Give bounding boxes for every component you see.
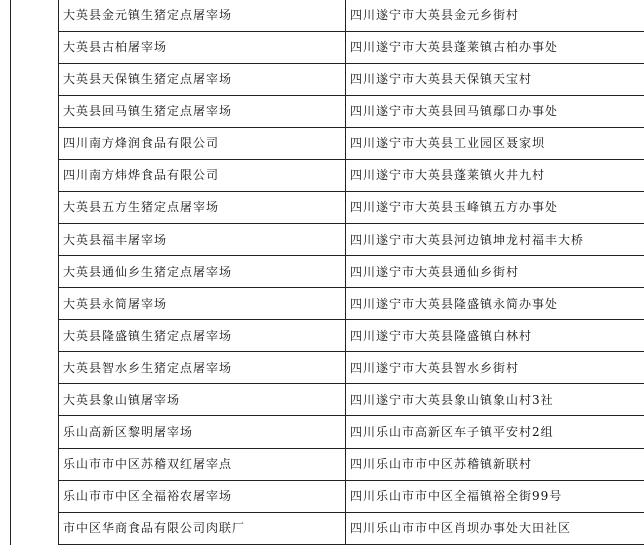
facility-name-cell: 大英县智水乡生猪定点屠宰场 xyxy=(59,352,346,384)
facility-address-cell: 四川遂宁市大英县天保镇天宝村 xyxy=(346,63,644,95)
facility-address-cell: 四川遂宁市大英县隆盛镇白林村 xyxy=(346,320,644,352)
table-row xyxy=(11,512,644,544)
facility-address-cell: 四川遂宁市大英县回马镇鄢口办事处 xyxy=(346,95,644,127)
facility-name-cell: 四川南方烽润食品有限公司 xyxy=(59,127,346,159)
table-row xyxy=(11,63,644,95)
facility-address-cell: 四川乐山市高新区车子镇平安村2组 xyxy=(346,416,644,448)
table-row xyxy=(11,191,644,223)
table-row xyxy=(11,384,644,416)
facility-name-cell: 大英县金元镇生猪定点屠宰场 xyxy=(59,0,346,31)
table-row xyxy=(11,0,644,31)
table-row xyxy=(11,416,644,448)
facility-name-cell: 乐山市市中区苏稽双红屠宰点 xyxy=(59,448,346,480)
facility-address-cell: 四川乐山市市中区苏稽镇新联村 xyxy=(346,448,644,480)
facility-address-cell: 四川遂宁市大英县金元乡街村 xyxy=(346,0,644,31)
facility-address-cell: 四川遂宁市大英县蓬莱镇古柏办事处 xyxy=(346,31,644,63)
facility-address-cell: 四川遂宁市大英县隆盛镇永简办事处 xyxy=(346,288,644,320)
table-row xyxy=(11,31,644,63)
table-row xyxy=(11,256,644,288)
facility-name-cell: 大英县永简屠宰场 xyxy=(59,288,346,320)
table-row xyxy=(11,448,644,480)
facility-name-cell: 大英县象山镇屠宰场 xyxy=(59,384,346,416)
facility-address-cell: 四川遂宁市大英县工业园区聂家坝 xyxy=(346,127,644,159)
facility-name-cell: 大英县天保镇生猪定点屠宰场 xyxy=(59,63,346,95)
facility-name-cell: 四川南方炜烨食品有限公司 xyxy=(59,159,346,191)
slaughterhouse-table xyxy=(10,0,644,545)
facility-address-cell: 四川遂宁市大英县象山镇象山村3社 xyxy=(346,384,644,416)
facility-name-cell: 大英县回马镇生猪定点屠宰场 xyxy=(59,95,346,127)
facility-name-cell: 大英县通仙乡生猪定点屠宰场 xyxy=(59,256,346,288)
facility-address-cell: 四川遂宁市大英县玉峰镇五方办事处 xyxy=(346,191,644,223)
facility-name-cell: 乐山高新区黎明屠宰场 xyxy=(59,416,346,448)
left-gutter-cell xyxy=(11,0,59,545)
table-row xyxy=(11,223,644,255)
facility-name-cell: 大英县福丰屠宰场 xyxy=(59,223,346,255)
table-row xyxy=(11,320,644,352)
table-row xyxy=(11,127,644,159)
facility-address-cell: 四川遂宁市大英县河边镇坤龙村福丰大桥 xyxy=(346,223,644,255)
table-row xyxy=(11,352,644,384)
facility-name-cell: 乐山市市中区全福裕农屠宰场 xyxy=(59,480,346,512)
facility-name-cell: 大英县古柏屠宰场 xyxy=(59,31,346,63)
facility-name-cell: 大英县隆盛镇生猪定点屠宰场 xyxy=(59,320,346,352)
facility-address-cell: 四川遂宁市大英县智水乡街村 xyxy=(346,352,644,384)
facility-address-cell: 四川乐山市市中区肖坝办事处大田社区 xyxy=(346,512,644,544)
facility-address-cell: 四川遂宁市大英县蓬莱镇火井九村 xyxy=(346,159,644,191)
facility-address-cell: 四川乐山市市中区全福镇裕全街99号 xyxy=(346,480,644,512)
table-row xyxy=(11,95,644,127)
table-row xyxy=(11,159,644,191)
table-row xyxy=(11,480,644,512)
facility-address-cell: 四川遂宁市大英县通仙乡街村 xyxy=(346,256,644,288)
table-row xyxy=(11,288,644,320)
facility-name-cell: 大英县五方生猪定点屠宰场 xyxy=(59,191,346,223)
facility-name-cell: 市中区华商食品有限公司肉联厂 xyxy=(59,512,346,544)
table-body xyxy=(11,0,644,545)
